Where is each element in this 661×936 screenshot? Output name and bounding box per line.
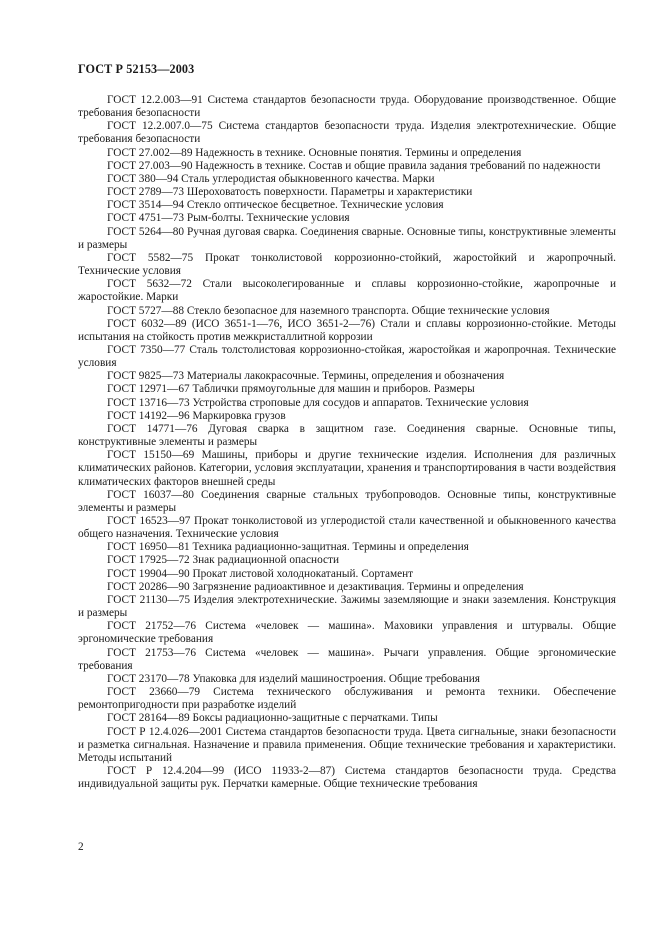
reference-item: ГОСТ Р 12.4.204—99 (ИСО 11933-2—87) Система стандартов безопасности труда. Средства индивидуальной защиты рук. Перчатки камерные. Общие технические требования — [78, 764, 616, 791]
reference-item: ГОСТ 16950—81 Техника радиационно-защитная. Термины и определения — [107, 541, 469, 554]
reference-item: ГОСТ 7350—77 Сталь толстолистовая коррозионно-стойкая, жаростойкая и жаропрочная. Технические условия — [78, 343, 616, 370]
reference-item: ГОСТ 21130—75 Изделия электротехнические. Зажимы заземляющие и знаки заземления. Конструкция и размеры — [78, 593, 616, 620]
reference-item: ГОСТ 16523—97 Прокат тонколистовой из углеродистой стали качественной и обыкновенного качества общего назначения. Технические условия — [78, 515, 616, 541]
reference-item: ГОСТ 15150—69 Машины, приборы и другие технические изделия. Исполнения для различных климатических районов. Категории, условия эксплуатации, хранения и транспортирования в части воздействия климатических факторов внешней среды — [78, 449, 616, 488]
reference-item: ГОСТ 14192—96 Маркировка грузов — [107, 409, 286, 422]
reference-item: ГОСТ 2789—73 Шероховатость поверхности. Параметры и характеристики — [107, 186, 473, 199]
reference-item: ГОСТ 12.2.003—91 Система стандартов безопасности труда. Оборудование производственное. Общие требования безопасности — [78, 94, 616, 120]
reference-item: ГОСТ 27.003—90 Надежность в технике. Состав и общие правила задания требований по надежности — [107, 159, 601, 172]
reference-item: ГОСТ 23170—78 Упаковка для изделий машиностроения. Общие требования — [107, 672, 480, 685]
reference-item: ГОСТ 19904—90 Прокат листовой холоднокатаный. Сортамент — [107, 567, 414, 580]
reference-item: ГОСТ 20286—90 Загрязнение радиоактивное и дезактивация. Термины и определения — [107, 580, 524, 593]
reference-item: ГОСТ 380—94 Сталь углеродистая обыкновенного качества. Марки — [107, 172, 435, 185]
reference-item: ГОСТ 28164—89 Боксы радиационно-защитные с перчатками. Типы — [107, 712, 438, 725]
reference-item: ГОСТ 17925—72 Знак радиационной опасности — [107, 554, 340, 567]
reference-item: ГОСТ Р 12.4.026—2001 Система стандартов безопасности труда. Цвета сигнальные, знаки безопасности и разметка сигнальная. Назначение и правила применения. Общие технические требования и характеристики. Методы испытаний — [78, 725, 616, 764]
reference-item: ГОСТ 9825—73 Материалы лакокрасочные. Термины, определения и обозначения — [107, 370, 505, 383]
reference-item: ГОСТ 27.002—89 Надежность в технике. Основные понятия. Термины и определения — [107, 146, 522, 159]
reference-item: ГОСТ 12971—67 Таблички прямоугольные для машин и приборов. Размеры — [107, 383, 475, 396]
normative-references-list — [78, 94, 616, 791]
reference-item: ГОСТ 5727—88 Стекло безопасное для наземного транспорта. Общие технические условия — [107, 304, 550, 317]
reference-item: ГОСТ 23660—79 Система технического обслуживания и ремонта техники. Обеспечение ремонтопригодности при разработке изделий — [78, 686, 616, 712]
page-header-doc-number: ГОСТ Р 52153—2003 — [78, 62, 195, 76]
reference-item: ГОСТ 5582—75 Прокат тонколистовой коррозионно-стойкий, жаростойкий и жаропрочный. Технические условия — [78, 251, 616, 278]
reference-item: ГОСТ 6032—89 (ИСО 3651-1—76, ИСО 3651-2—76) Стали и сплавы коррозионно-стойкие. Методы испытания на стойкость против межкристаллитной коррозии — [78, 317, 616, 343]
page-number: 2 — [78, 841, 84, 853]
reference-item: ГОСТ 12.2.007.0—75 Система стандартов безопасности труда. Изделия электротехнические. Общие требования безопасности — [78, 120, 616, 146]
reference-item: ГОСТ 5264—80 Ручная дуговая сварка. Соединения сварные. Основные типы, конструктивные элементы и размеры — [78, 225, 616, 251]
reference-item: ГОСТ 14771—76 Дуговая сварка в защитном газе. Соединения сварные. Основные типы, конструктивные элементы и размеры — [78, 422, 616, 449]
reference-item: ГОСТ 13716—73 Устройства строповые для сосудов и аппаратов. Технические условия — [107, 396, 529, 409]
reference-item: ГОСТ 16037—80 Соединения сварные стальных трубопроводов. Основные типы, конструктивные элементы и размеры — [78, 488, 616, 514]
reference-item: ГОСТ 21752—76 Система «человек — машина». Маховики управления и штурвалы. Общие эргономические требования — [78, 620, 616, 646]
reference-item: ГОСТ 21753—76 Система «человек — машина». Рычаги управления. Общие эргономические требования — [78, 646, 616, 672]
reference-item: ГОСТ 5632—72 Стали высоколегированные и сплавы коррозионно-стойкие, жаропрочные и жаростойкие. Марки — [78, 278, 616, 304]
reference-item: ГОСТ 4751—73 Рым-болты. Технические условия — [107, 212, 350, 225]
reference-item: ГОСТ 3514—94 Стекло оптическое бесцветное. Технические условия — [107, 199, 444, 212]
